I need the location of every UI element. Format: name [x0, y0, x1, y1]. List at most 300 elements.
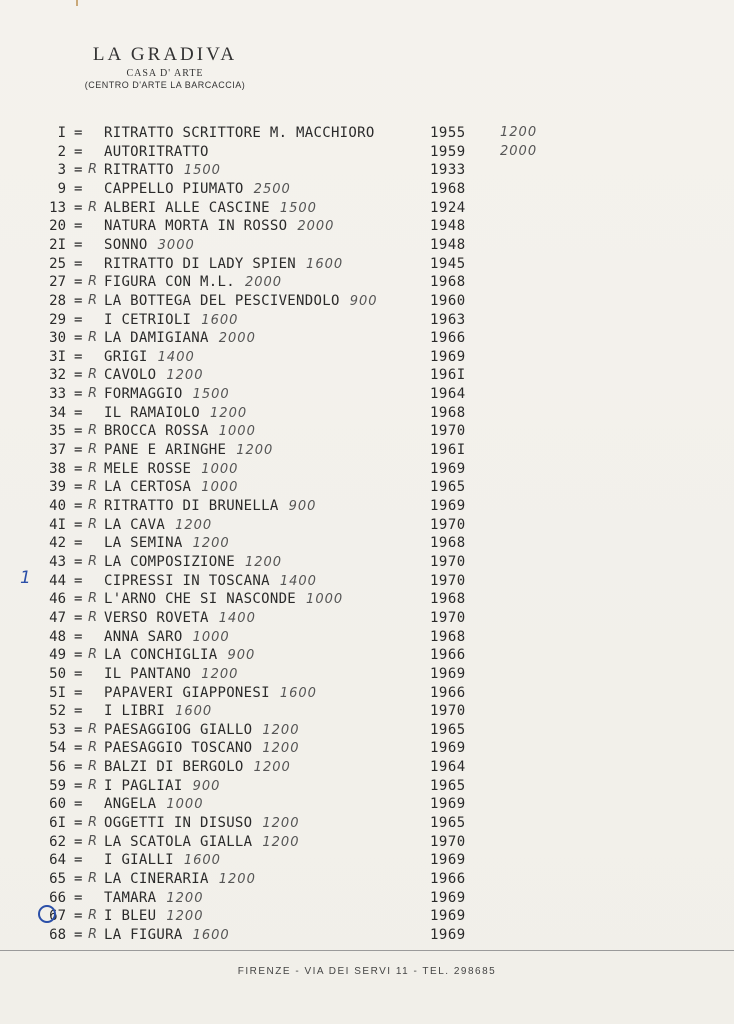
entry-number: 43: [49, 553, 66, 570]
entry-number: 67: [49, 908, 66, 925]
list-item: [40, 684, 560, 702]
entry-year: 1966: [430, 647, 466, 664]
list-item: [40, 907, 560, 925]
list-item: [40, 795, 560, 813]
entry-title-group: [104, 889, 203, 908]
entry-equals: =: [74, 926, 83, 943]
entry-price: 2000: [244, 275, 283, 291]
entry-number: 54: [49, 740, 66, 757]
list-item: [40, 199, 560, 217]
entry-title: RITRATTO: [104, 162, 174, 179]
entry-title: LA DAMIGIANA: [104, 330, 209, 347]
entry-equals: =: [74, 516, 83, 533]
entry-title-group: [104, 739, 299, 758]
entry-title: AUTORITRATTO: [104, 143, 209, 160]
entry-title: I GIALLI: [104, 852, 174, 869]
footer-divider: [0, 950, 734, 951]
entry-title: I CETRIOLI: [104, 311, 192, 328]
entry-title: CAPPELLO PIUMATO: [104, 180, 244, 197]
entry-price: 1500: [192, 387, 230, 403]
entry-price: 1400: [157, 349, 195, 365]
entry-equals: =: [74, 274, 83, 291]
entry-year: 1965: [430, 721, 466, 738]
entry-title: OGGETTI IN DISUSO: [104, 815, 253, 832]
entry-equals: =: [74, 330, 83, 347]
entry-equals: =: [74, 665, 83, 682]
margin-annotation: 1: [20, 568, 31, 588]
entry-number: 3: [57, 162, 66, 179]
entry-equals: =: [74, 367, 83, 384]
entry-price: 900: [192, 778, 221, 794]
entry-r-mark: R: [88, 759, 98, 775]
entry-equals: =: [74, 889, 83, 906]
entry-title: IL PANTANO: [104, 665, 192, 682]
entry-number: I: [57, 125, 66, 141]
entry-price: 1200: [262, 741, 300, 757]
entry-year: 1968: [430, 404, 466, 421]
list-item: [40, 628, 560, 646]
list-item: [40, 889, 560, 907]
list-item: [40, 646, 560, 664]
entry-price: 900: [349, 293, 378, 309]
list-item: [40, 721, 560, 739]
entry-year: 1969: [430, 740, 466, 757]
list-item: [40, 311, 560, 329]
entry-price: 2000: [297, 219, 335, 235]
entry-r-mark: R: [88, 479, 98, 495]
list-item: [40, 329, 560, 347]
entry-number: 52: [49, 703, 66, 720]
entry-title-group: [104, 795, 203, 814]
entry-price: 1200: [210, 405, 248, 421]
entry-price: 1400: [279, 573, 317, 589]
entry-year: 1966: [430, 684, 466, 701]
entry-price: 900: [227, 648, 256, 664]
list-item: [40, 217, 560, 235]
list-item: [40, 609, 560, 627]
entry-price: 1200: [236, 443, 274, 459]
entry-equals: =: [74, 721, 83, 738]
entry-title-group: [104, 217, 334, 236]
entry-r-mark: R: [88, 442, 98, 458]
list-item: [40, 385, 560, 403]
entry-title: LA CERTOSA: [104, 479, 192, 496]
entry-price: 900: [288, 499, 317, 514]
entry-title: VERSO ROVETA: [104, 609, 209, 626]
entry-title: SONNO: [104, 236, 148, 253]
list-item: [40, 180, 560, 198]
entry-year: 1945: [430, 255, 466, 272]
entry-number: 50: [49, 665, 66, 682]
entry-price: 1200: [262, 722, 300, 738]
list-item: [40, 460, 560, 478]
entry-year: 1968: [430, 274, 466, 291]
entry-title: CAVOLO: [104, 367, 157, 384]
entry-title-group: [104, 255, 343, 274]
entry-title: RITRATTO SCRITTORE M. MACCHIORO: [104, 125, 375, 141]
entry-equals: =: [74, 740, 83, 757]
entry-year: 1969: [430, 665, 466, 682]
entry-equals: =: [74, 591, 83, 608]
entry-number: 40: [49, 498, 66, 514]
entry-title-group: [104, 236, 195, 255]
entry-title-group: [104, 385, 230, 404]
entry-equals: =: [74, 647, 83, 664]
entry-price: 1600: [306, 256, 344, 272]
entry-title: NATURA MORTA IN ROSSO: [104, 218, 288, 235]
entry-equals: =: [74, 180, 83, 197]
entry-title-group: [104, 702, 212, 721]
entry-equals: =: [74, 628, 83, 645]
entry-number: 27: [49, 274, 66, 291]
entry-number: 6I: [49, 815, 66, 832]
entry-title: RITRATTO DI LADY SPIEN: [104, 255, 297, 272]
entry-title-group: [104, 572, 317, 591]
entry-title: RITRATTO DI BRUNELLA: [104, 498, 279, 514]
entry-number: 48: [49, 628, 66, 645]
entry-equals: =: [74, 162, 83, 179]
entry-year: 1965: [430, 777, 466, 794]
entry-year: 1968: [430, 591, 466, 608]
list-item: [40, 590, 560, 608]
entry-number: 56: [49, 759, 66, 776]
entry-title-group: [104, 516, 212, 535]
entry-number: 20: [49, 218, 66, 235]
entry-title: PAESAGGIOG GIALLO: [104, 721, 253, 738]
entry-price: 1200: [218, 872, 256, 887]
entry-price: 1200: [192, 536, 230, 552]
entry-title-group: [104, 590, 343, 609]
entry-equals: =: [74, 871, 83, 887]
entry-year: 1966: [430, 330, 466, 347]
list-item: [40, 255, 560, 273]
entry-title-group: [104, 329, 256, 348]
entry-year: 1959: [430, 143, 466, 160]
list-item: [40, 404, 560, 422]
entry-title: BROCCA ROSSA: [104, 423, 209, 440]
entry-price: 2000: [218, 331, 256, 347]
entry-title-group: [104, 814, 299, 833]
entry-number: 28: [49, 292, 66, 309]
entry-r-mark: R: [88, 274, 98, 290]
entry-price: 1200: [262, 816, 300, 832]
entry-price: 1400: [218, 610, 256, 626]
entry-r-mark: R: [88, 292, 98, 308]
entry-year: 196I: [430, 442, 466, 459]
entry-equals: =: [74, 815, 83, 832]
entry-r-mark: R: [88, 162, 98, 178]
entry-year: 1966: [430, 871, 466, 887]
list-item: [40, 366, 560, 384]
entry-number: 59: [49, 777, 66, 794]
entry-title: I PAGLIAI: [104, 777, 183, 794]
entry-price: 1000: [166, 797, 204, 813]
entry-r-mark: R: [88, 871, 98, 886]
entry-title-group: [104, 292, 378, 311]
entry-equals: =: [74, 572, 83, 589]
entry-equals: =: [74, 609, 83, 626]
entry-r-mark: R: [88, 908, 98, 924]
entry-year: 1955: [430, 125, 466, 141]
entry-r-mark: R: [88, 330, 98, 346]
entry-price: 1600: [175, 704, 213, 720]
list-item: [40, 161, 560, 179]
entry-year: 1968: [430, 180, 466, 197]
entry-price: 1200: [166, 909, 204, 925]
footer-address: FIRENZE - VIA DEI SERVI 11 - TEL. 298685: [237, 966, 497, 977]
entry-price: 3000: [157, 237, 195, 253]
entry-price: 1200: [201, 666, 239, 682]
list-item: [40, 758, 560, 776]
entry-price: 1000: [192, 629, 230, 645]
entry-number: 46: [49, 591, 66, 608]
entry-title-group: [104, 721, 299, 740]
entry-price: 1600: [279, 685, 317, 701]
entry-number: 47: [49, 609, 66, 626]
entry-equals: =: [74, 143, 83, 160]
entry-equals: =: [74, 255, 83, 272]
entry-price: 1200: [253, 760, 291, 776]
entry-title: I LIBRI: [104, 703, 166, 720]
entry-number: 37: [49, 442, 66, 459]
entry-title-group: [104, 422, 256, 441]
entry-year: 1969: [430, 460, 466, 477]
entry-r-mark: R: [88, 740, 98, 756]
entry-title: FIGURA CON M.L.: [104, 274, 235, 291]
entry-title: LA FIGURA: [104, 926, 183, 943]
letterhead: [60, 44, 270, 90]
list-item: [40, 665, 560, 683]
entry-year: 1965: [430, 815, 466, 832]
entry-year: 1970: [430, 423, 466, 440]
gallery-subtitle: CASA D' ARTE: [126, 68, 204, 79]
entry-title-group: [104, 348, 195, 367]
entry-number: 53: [49, 721, 66, 738]
entry-equals: =: [74, 199, 83, 216]
list-item: [40, 497, 560, 515]
entry-price: 1500: [183, 163, 221, 179]
entry-equals: =: [74, 125, 83, 141]
entry-year: 1970: [430, 553, 466, 570]
entry-r-mark: R: [88, 926, 98, 942]
entry-price: 1000: [218, 424, 256, 440]
entry-r-mark: R: [88, 498, 98, 513]
entry-number: 29: [49, 311, 66, 328]
entry-equals: =: [74, 703, 83, 720]
entry-title-group: [104, 758, 291, 777]
entry-title-group: [104, 777, 220, 796]
list-item: [40, 478, 560, 496]
entry-number: 65: [49, 871, 66, 887]
list-item: [40, 926, 560, 944]
entry-number: 2: [57, 143, 66, 160]
entry-title: ANGELA: [104, 796, 157, 813]
entry-equals: =: [74, 852, 83, 869]
entry-equals: =: [74, 498, 83, 514]
entry-r-mark: R: [88, 815, 98, 831]
circle-annotation: [38, 905, 56, 923]
entry-title-group: [104, 646, 255, 665]
entry-number: 30: [49, 330, 66, 347]
entry-year: 1969: [430, 796, 466, 813]
entry-r-mark: R: [88, 721, 98, 737]
entry-equals: =: [74, 833, 83, 850]
entry-year: 1964: [430, 759, 466, 776]
entry-title-group: [104, 404, 247, 423]
entry-equals: =: [74, 684, 83, 701]
entry-year: 1969: [430, 926, 466, 943]
entry-year: 1933: [430, 162, 466, 179]
entry-equals: =: [74, 535, 83, 552]
entry-year: 1970: [430, 572, 466, 589]
list-item: [40, 739, 560, 757]
list-item: [40, 553, 560, 571]
list-item: [40, 236, 560, 254]
entry-equals: =: [74, 236, 83, 253]
entry-equals: =: [74, 442, 83, 459]
entry-r-mark: R: [88, 516, 98, 532]
entry-title: L'ARNO CHE SI NASCONDE: [104, 591, 297, 608]
entry-equals: =: [74, 348, 83, 365]
entry-equals: =: [74, 777, 83, 794]
list-item: [40, 851, 560, 869]
entry-year: 1968: [430, 628, 466, 645]
entry-number: 9: [57, 180, 66, 197]
entry-number: 60: [49, 796, 66, 813]
list-item: [40, 348, 560, 366]
entry-title: LA SCATOLA GIALLA: [104, 833, 253, 850]
entry-r-mark: R: [88, 833, 98, 849]
entry-price: 1200: [166, 368, 204, 384]
entry-title: CIPRESSI IN TOSCANA: [104, 572, 270, 589]
entry-r-mark: R: [88, 647, 98, 663]
entry-r-mark: R: [88, 367, 98, 383]
entry-title-group: [104, 366, 203, 385]
entry-extra-price: 2000: [500, 143, 538, 159]
entry-title: BALZI DI BERGOLO: [104, 759, 244, 776]
entry-title-group: [104, 199, 317, 218]
entry-year: 1969: [430, 908, 466, 925]
entry-equals: =: [74, 423, 83, 440]
entry-title-group: [104, 553, 282, 572]
entry-price: 1200: [244, 554, 283, 570]
entry-year: 1960: [430, 292, 466, 309]
entry-number: 13: [49, 199, 66, 216]
list-item: [40, 143, 560, 161]
entry-title: ANNA SARO: [104, 628, 183, 645]
entry-title-group: [104, 161, 221, 180]
entry-title: LA CONCHIGLIA: [104, 647, 218, 664]
entry-year: 1969: [430, 889, 466, 906]
entry-r-mark: R: [88, 553, 98, 569]
list-item: [40, 814, 560, 832]
entry-year: 1924: [430, 199, 466, 216]
entry-r-mark: R: [88, 591, 98, 607]
entry-r-mark: R: [88, 423, 98, 439]
entry-r-mark: R: [88, 199, 98, 215]
entry-equals: =: [74, 311, 83, 328]
entry-number: 42: [49, 535, 66, 552]
entry-year: 1970: [430, 516, 466, 533]
entry-year: 1968: [430, 535, 466, 552]
gallery-subtitle-2: (CENTRO D'ARTE LA BARCACCIA): [84, 80, 246, 90]
entry-number: 39: [49, 479, 66, 496]
list-item: [40, 870, 560, 888]
entry-r-mark: R: [88, 609, 98, 625]
entry-title: TAMARA: [104, 889, 157, 906]
list-item: [40, 516, 560, 534]
entry-title: LA COMPOSIZIONE: [104, 553, 235, 570]
entry-extra-price: 1200: [500, 125, 538, 140]
entry-price: 1200: [166, 890, 204, 906]
entry-title-group: [104, 870, 256, 889]
entry-number: 64: [49, 852, 66, 869]
entry-title: PANE E ARINGHE: [104, 442, 227, 459]
entry-title-group: [104, 124, 385, 143]
entry-price: 1500: [279, 200, 317, 216]
entry-equals: =: [74, 218, 83, 235]
entry-title-group: [104, 273, 282, 292]
entry-title: LA CAVA: [104, 516, 166, 533]
entry-title-group: [104, 926, 230, 945]
entry-year: 1969: [430, 498, 466, 514]
entry-title-group: [104, 534, 230, 553]
entry-equals: =: [74, 292, 83, 309]
entry-title: PAESAGGIO TOSCANO: [104, 740, 253, 757]
entry-title-group: [104, 460, 238, 479]
entry-price: 1600: [192, 927, 230, 943]
entry-year: 1948: [430, 218, 466, 235]
entry-number: 38: [49, 460, 66, 477]
entry-number: 66: [49, 889, 66, 906]
entry-price: 1600: [183, 853, 221, 869]
entry-title-group: [104, 665, 238, 684]
list-item: [40, 534, 560, 552]
list-item: [40, 292, 560, 310]
entry-title-group: [104, 441, 273, 460]
entry-number: 32: [49, 367, 66, 384]
entry-title-group: [104, 833, 299, 852]
entry-year: 1948: [430, 236, 466, 253]
entry-title: MELE ROSSE: [104, 460, 192, 477]
entry-r-mark: R: [88, 460, 98, 476]
entry-year: 1969: [430, 348, 466, 365]
list-item: [40, 777, 560, 795]
entry-title: LA CINERARIA: [104, 871, 209, 887]
entry-title: GRIGI: [104, 348, 148, 365]
entry-r-mark: R: [88, 777, 98, 793]
entry-equals: =: [74, 553, 83, 570]
entry-year: 1965: [430, 479, 466, 496]
entry-price: 1000: [306, 592, 344, 608]
entry-title: LA SEMINA: [104, 535, 183, 552]
entry-equals: =: [74, 386, 83, 403]
entry-price: 1000: [201, 480, 239, 496]
entry-number: 44: [49, 572, 66, 589]
entry-number: 5I: [49, 684, 66, 701]
entry-year: 1969: [430, 852, 466, 869]
entry-number: 34: [49, 404, 66, 421]
list-item: [40, 833, 560, 851]
entry-title: LA BOTTEGA DEL PESCIVENDOLO: [104, 292, 340, 309]
list-item: [40, 124, 560, 142]
entry-number: 49: [49, 647, 66, 664]
entry-number: 33: [49, 386, 66, 403]
entry-year: 1970: [430, 833, 466, 850]
gallery-name: LA GRADIVA: [92, 44, 238, 65]
entry-equals: =: [74, 796, 83, 813]
entry-number: 2I: [49, 236, 66, 253]
